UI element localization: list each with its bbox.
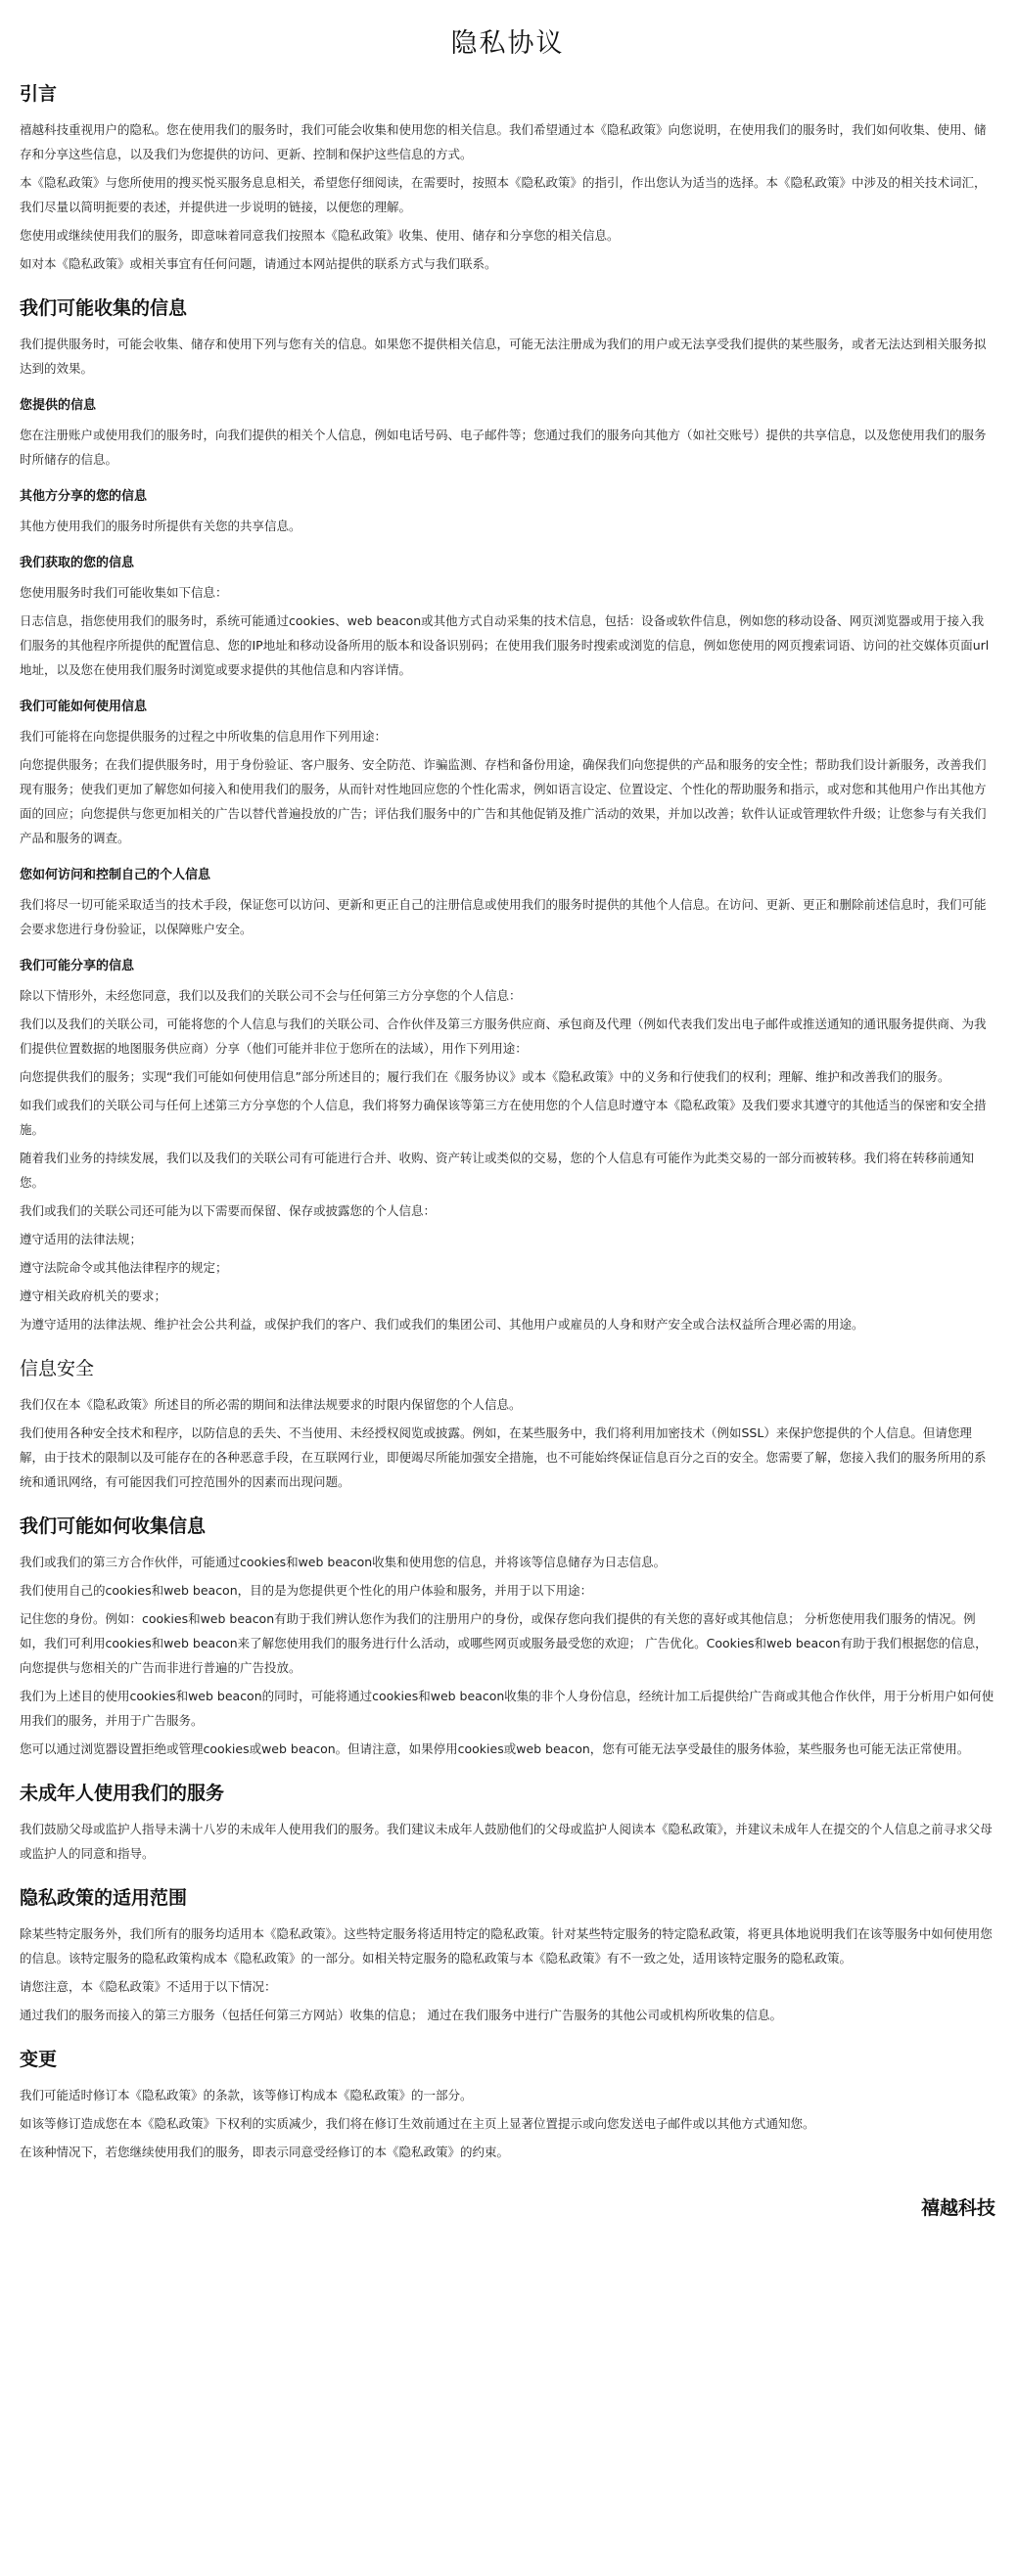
paragraph: 我们仅在本《隐私政策》所述目的所必需的期间和法律法规要求的时限内保留您的个人信息。 [20,1397,522,1412]
paragraph: 随着我们业务的持续发展，我们以及我们的关联公司有可能进行合并、收购、资产转让或类似的交易，您的个人信息有可能作为此类交易的一部分而被转移。我们将在转移前通知您。 [20,1151,975,1190]
page-title: 隐私协议 [450,28,565,59]
paragraph: 其他方使用我们的服务时所提供有关您的共享信息。 [20,519,301,533]
paragraph: 我们鼓励父母或监护人指导未满十八岁的未成年人使用我们的服务。我们建议未成年人鼓励他们的父母或监护人阅读本《隐私政策》，并建议未成年人在提交的个人信息之前寻求父母或监护人的同意和指导。 [20,1822,993,1861]
section-heading: 信息安全 [20,1358,95,1379]
paragraph: 我们将尽一切可能采取适当的技术手段，保证您可以访问、更新和更正自己的注册信息或使用我们的服务时提供的其他个人信息。在访问、更新、更正和删除前述信息时，我们可能会要求您进行身份验证，以保障账户安全。 [20,897,987,936]
paragraph: 我们为上述目的使用cookies和web beacon的同时，可能将通过cookies和web beacon收集的非个人身份信息，经统计加工后提供给广告商或其他合作伙伴，用于分析用户如何使用我们的服务，并用于广告服务。 [20,1689,994,1728]
paragraph: 您可以通过浏览器设置拒绝或管理cookies或web beacon。但请注意，如果停用cookies或web beacon，您有可能无法享受最佳的服务体验，某些服务也可能无法正常使用。 [20,1741,970,1756]
section-heading: 我们可能如何收集信息 [20,1515,207,1537]
paragraph: 我们可能适时修订本《隐私政策》的条款，该等修订构成本《隐私政策》的一部分。 [20,2088,473,2102]
paragraph: 遵守相关政府机关的要求； [20,1288,167,1303]
paragraph: 本《隐私政策》与您所使用的搜买悦买服务息息相关，希望您仔细阅读，在需要时，按照本《隐私政策》的指引，作出您认为适当的选择。本《隐私政策》中涉及的相关技术词汇，我们尽量以简明扼要的表述，并提供进一步说明的链接，以便您的理解。 [20,175,987,214]
paragraph: 遵守法院命令或其他法律程序的规定； [20,1260,228,1275]
paragraph: 我们提供服务时，可能会收集、储存和使用下列与您有关的信息。如果您不提供相关信息，可能无法注册成为我们的用户或无法享受我们提供的某些服务，或者无法达到相关服务拟达到的效果。 [20,337,987,376]
section-heading: 未成年人使用我们的服务 [20,1783,225,1804]
paragraph: 遵守适用的法律法规； [20,1232,143,1246]
paragraph: 向您提供我们的服务；实现“我们可能如何使用信息”部分所述目的；履行我们在《服务协议》或本《隐私政策》中的义务和行使我们的权利；理解、维护和改善我们的服务。 [20,1069,950,1084]
paragraph: 如我们或我们的关联公司与任何上述第三方分享您的个人信息，我们将努力确保该等第三方在使用您的个人信息时遵守本《隐私政策》及我们要求其遵守的其他适当的保密和安全措施。 [20,1098,987,1137]
paragraph: 我们可能将在向您提供服务的过程之中所收集的信息用作下列用途： [20,729,388,744]
paragraph: 您在注册账户或使用我们的服务时，向我们提供的相关个人信息，例如电话号码、电子邮件等；您通过我们的服务向其他方（如社交账号）提供的共享信息，以及您使用我们的服务时所储存的信息。 [20,428,987,467]
paragraph: 通过我们的服务而接入的第三方服务（包括任何第三方网站）收集的信息； 通过在我们服务中进行广告服务的其他公司或机构所收集的信息。 [20,2008,782,2022]
paragraph: 我们或我们的关联公司还可能为以下需要而保留、保存或披露您的个人信息： [20,1203,437,1218]
paragraph: 在该种情况下，若您继续使用我们的服务，即表示同意受经修订的本《隐私政策》的约束。 [20,2145,510,2159]
paragraph: 日志信息，指您使用我们的服务时，系统可能通过cookies、web beacon或其他方式自动采集的技术信息，包括：设备或软件信息，例如您的移动设备、网页浏览器或用于接入我们服务的其他程序所提供的配置信息、您的IP地址和移动设备所用的版本和设备识别码；在使用我们服务时搜索或浏览的信息，例如您使用的网页搜索词语、访问的社交媒体页面url地址，以及您在使用我们服务时浏览或要求提供的其他信息和内容详情。 [20,613,990,677]
document-body [20,79,995,2164]
paragraph: 我们使用各种安全技术和程序，以防信息的丢失、不当使用、未经授权阅览或披露。例如，在某些服务中，我们将利用加密技术（例如SSL）来保护您提供的个人信息。但请您理解，由于技术的限制以及可能存在的各种恶意手段，在互联网行业，即便竭尽所能加强安全措施，也不可能始终保证信息百分之百的安全。您需要了解，您接入我们的服务所用的系统和通讯网络，有可能因我们可控范围外的因素而出现问题。 [20,1425,987,1489]
paragraph: 向您提供服务；在我们提供服务时，用于身份验证、客户服务、安全防范、诈骗监测、存档和备份用途，确保我们向您提供的产品和服务的安全性；帮助我们设计新服务，改善我们现有服务；使我们更加了解您如何接入和使用我们的服务，从而针对性地回应您的个性化需求，例如语言设定、位置设定、个性化的帮助服务和指示，或对您和其他用户作出其他方面的回应；向您提供与您更加相关的广告以替代普遍投放的广告；评估我们服务中的广告和其他促销及推广活动的效果，并加以改善；软件认证或管理软件升级；让您参与有关我们产品和服务的调查。 [20,757,987,845]
paragraph: 您使用或继续使用我们的服务，即意味着同意我们按照本《隐私政策》收集、使用、储存和分享您的相关信息。 [20,228,620,243]
section-heading: 隐私政策的适用范围 [20,1887,188,1909]
paragraph: 如该等修订造成您在本《隐私政策》下权利的实质减少，我们将在修订生效前通过在主页上显著位置提示或向您发送电子邮件或以其他方式通知您。 [20,2116,815,2131]
section-subheading: 您提供的信息 [20,398,97,413]
section-heading: 变更 [20,2049,58,2070]
section-subheading: 我们可能分享的信息 [20,959,135,973]
paragraph: 我们以及我们的关联公司，可能将您的个人信息与我们的关联公司、合作伙伴及第三方服务供应商、承包商及代理（例如代表我们发出电子邮件或推送通知的通讯服务提供商、为我们提供位置数据的地图服务供应商）分享（他们可能并非位于您所在的法域），用作下列用途： [20,1017,987,1056]
paragraph: 除以下情形外，未经您同意，我们以及我们的关联公司不会与任何第三方分享您的个人信息： [20,988,522,1003]
paragraph: 除某些特定服务外，我们所有的服务均适用本《隐私政策》。这些特定服务将适用特定的隐私政策。针对某些特定服务的特定隐私政策，将更具体地说明我们在该等服务中如何使用您的信息。该特定服务的隐私政策构成本《隐私政策》的一部分。如相关特定服务的隐私政策与本《隐私政策》有不一致之处，适用该特定服务的隐私政策。 [20,1926,993,1966]
section-subheading: 我们可能如何使用信息 [20,700,148,714]
section-subheading: 其他方分享的您的信息 [20,489,148,504]
section-heading: 引言 [20,83,58,105]
paragraph: 禧越科技重视用户的隐私。您在使用我们的服务时，我们可能会收集和使用您的相关信息。我们希望通过本《隐私政策》向您说明，在使用我们的服务时，我们如何收集、使用、储存和分享这些信息，以及我们为您提供的访问、更新、控制和保护这些信息的方式。 [20,122,987,161]
paragraph: 请您注意，本《隐私政策》不适用于以下情况： [20,1979,277,1994]
section-subheading: 您如何访问和控制自己的个人信息 [20,868,211,882]
paragraph: 我们使用自己的cookies和web beacon，目的是为您提供更个性化的用户体验和服务，并用于以下用途： [20,1583,593,1598]
paragraph: 您使用服务时我们可能收集如下信息： [20,585,228,600]
paragraph: 我们或我们的第三方合作伙伴，可能通过cookies和web beacon收集和使用您的信息，并将该等信息储存为日志信息。 [20,1555,667,1569]
paragraph: 为遵守适用的法律法规、维护社会公共利益，或保护我们的客户、我们或我们的集团公司、其他用户或雇员的人身和财产安全或合法权益所合理必需的用途。 [20,1317,864,1332]
section-heading: 我们可能收集的信息 [20,297,188,319]
company-signature: 禧越科技 [920,2197,995,2219]
paragraph: 记住您的身份。例如：cookies和web beacon有助于我们辨认您作为我们的注册用户的身份，或保存您向我们提供的有关您的喜好或其他信息； 分析您使用我们服务的情况。例如，我们可利用cookies和web beacon来了解您使用我们的服务进行什么活动，或哪些网页或服务最受您的欢迎； 广告优化。Cookies和web beacon有助于我们根据您的信息，向您提供与您相关的广告而非进行普遍的广告投放。 [20,1611,988,1675]
paragraph: 如对本《隐私政策》或相关事宜有任何问题，请通过本网站提供的联系方式与我们联系。 [20,256,497,271]
section-subheading: 我们获取的您的信息 [20,556,135,570]
